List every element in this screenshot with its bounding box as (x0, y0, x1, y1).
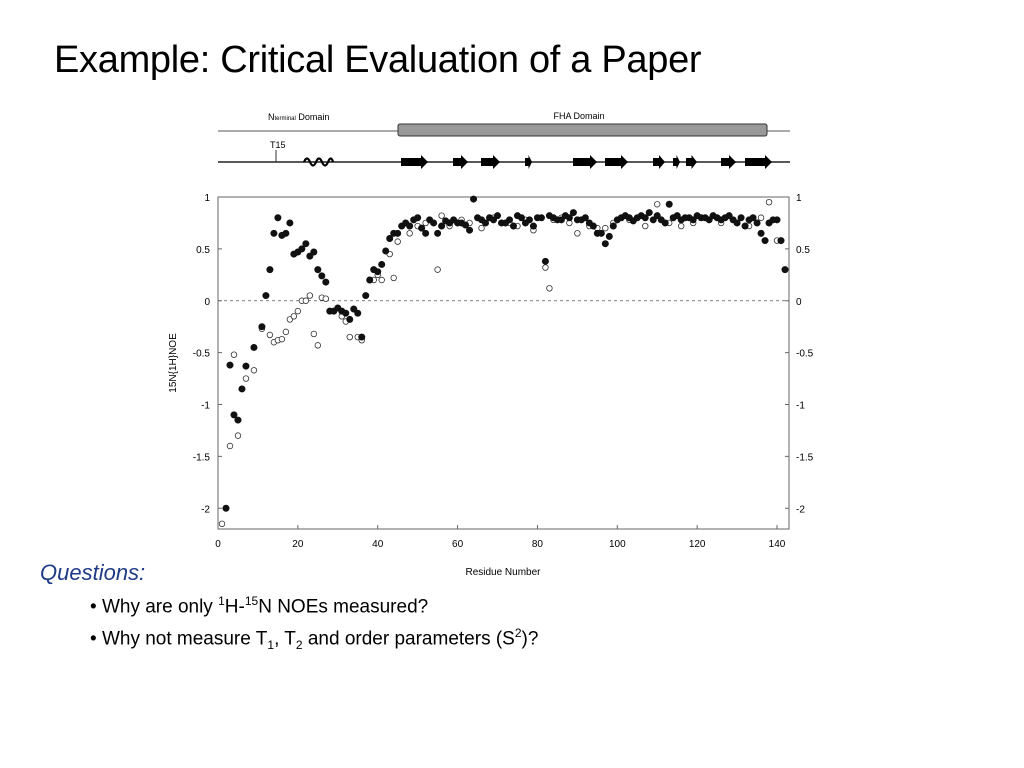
x-tick-label: 20 (292, 539, 304, 550)
open-point (279, 336, 285, 342)
x-tick-label: 40 (372, 539, 384, 550)
y-tick-label-left: 0 (204, 296, 210, 308)
open-point (311, 331, 317, 337)
filled-point (590, 223, 596, 229)
filled-point (434, 230, 440, 236)
beta-strand-arrow-icon (605, 155, 628, 169)
question-2 (90, 626, 538, 652)
y-tick-label-left: -1.5 (192, 452, 210, 464)
open-point (543, 265, 549, 271)
q1-text-a: Why are only (101, 596, 219, 618)
beta-strand-arrow-icon (573, 155, 597, 169)
filled-point (782, 266, 788, 272)
filled-point (738, 215, 744, 221)
filled-point (774, 217, 780, 223)
q2-text-d: )? (521, 628, 539, 650)
x-tick-label: 80 (531, 539, 544, 550)
y-tick-label-left: 1 (204, 193, 210, 204)
filled-point (267, 266, 273, 272)
y-tick-label-right: -1 (796, 400, 805, 412)
open-point (267, 332, 273, 338)
q2-sub-a: 1 (267, 638, 275, 653)
x-tick-label: 120 (688, 539, 706, 550)
filled-point (778, 237, 784, 243)
filled-point (602, 240, 608, 246)
filled-point (530, 223, 536, 229)
filled-point (742, 223, 748, 229)
filled-point (363, 292, 369, 298)
filled-point (506, 217, 512, 223)
x-tick-label: 140 (768, 539, 786, 550)
filled-point (542, 258, 548, 264)
filled-point (375, 269, 381, 275)
domain-bar (218, 111, 790, 169)
filled-point (510, 223, 516, 229)
x-tick-label: 60 (452, 539, 464, 550)
filled-point (347, 316, 353, 322)
filled-point (570, 209, 576, 215)
open-point (291, 314, 297, 320)
open-point (758, 215, 764, 221)
open-point (547, 286, 553, 292)
filled-point (315, 266, 321, 272)
filled-point (646, 209, 652, 215)
open-point (395, 239, 401, 245)
bullet-icon: • (90, 596, 97, 618)
y-tick-label-right: 0 (796, 296, 802, 308)
filled-point (251, 344, 257, 350)
filled-point (754, 220, 760, 226)
filled-point (235, 417, 241, 423)
questions-heading: Questions: (40, 560, 146, 585)
x-tick-label: 0 (215, 539, 221, 550)
open-point (303, 298, 309, 304)
y-tick-label-right: -2 (796, 504, 805, 516)
filled-point (466, 227, 472, 233)
filled-point (323, 279, 329, 285)
filled-point (243, 363, 249, 369)
open-point (654, 201, 660, 207)
y-axis-label: 15N{1H}NOE (168, 333, 179, 393)
filled-point (287, 220, 293, 226)
n-terminal-label: Nterminal Domain (268, 112, 330, 122)
open-point (347, 334, 353, 340)
q1-text-b: H- (224, 596, 245, 618)
beta-strand-arrow-icon (653, 155, 665, 169)
y-tick-label-right: 1 (796, 193, 802, 204)
filled-point (383, 248, 389, 254)
filled-point (367, 277, 373, 283)
open-point (439, 213, 445, 219)
questions-section (40, 560, 538, 652)
open-point (678, 223, 684, 229)
beta-strand-arrow-icon (745, 155, 772, 169)
filled-point (359, 334, 365, 340)
open-point (766, 199, 772, 205)
plot-area (168, 193, 814, 578)
filled-point (303, 240, 309, 246)
y-tick-label-right: 0.5 (796, 244, 810, 256)
q2-text-c: and order parameters (S (302, 628, 515, 650)
y-tick-label-left: -0.5 (192, 348, 210, 360)
filled-point (610, 223, 616, 229)
filled-point (538, 215, 544, 221)
filled-point (422, 230, 428, 236)
slide-title: Example: Critical Evaluation of a Paper (54, 39, 702, 81)
open-point (219, 521, 225, 527)
data-points (219, 196, 788, 527)
t15-label: T15 (270, 140, 286, 150)
filled-point (263, 292, 269, 298)
filled-point (227, 362, 233, 368)
question-1 (90, 594, 538, 618)
q2-text-b: , T (274, 628, 296, 650)
filled-point (758, 230, 764, 236)
fha-domain-label: FHA Domain (553, 111, 605, 121)
filled-point (271, 230, 277, 236)
open-point (307, 293, 313, 299)
filled-point (394, 230, 400, 236)
open-point (435, 267, 441, 273)
q2-sub-b: 2 (295, 638, 303, 653)
filled-point (666, 201, 672, 207)
beta-strand-arrow-icon (453, 155, 468, 169)
y-tick-label-right: -1.5 (796, 452, 814, 464)
open-point (407, 231, 413, 237)
q1-text-c: N NOEs measured? (258, 596, 429, 618)
y-tick-label-left: 0.5 (196, 244, 210, 256)
filled-point (355, 310, 361, 316)
filled-point (343, 310, 349, 316)
open-point (251, 367, 257, 373)
filled-point (414, 215, 420, 221)
open-point (603, 225, 609, 231)
open-point (391, 275, 397, 281)
filled-point (494, 212, 500, 218)
open-point (575, 231, 581, 237)
filled-point (762, 237, 768, 243)
filled-point (319, 273, 325, 279)
open-point (315, 343, 321, 349)
q1-sup-b: 15 (244, 594, 259, 608)
bullet-icon: • (90, 628, 97, 650)
y-tick-label-right: -0.5 (796, 348, 814, 360)
open-point (227, 443, 233, 449)
beta-strand-arrow-icon (481, 155, 500, 169)
beta-strand-arrow-icon (721, 155, 736, 169)
filled-point (662, 220, 668, 226)
open-point (379, 277, 385, 283)
filled-point (598, 230, 604, 236)
open-point (479, 225, 485, 231)
open-point (295, 308, 301, 314)
q2-text-a: Why not measure T (101, 628, 268, 650)
fha-domain-box (398, 124, 767, 136)
q1-sup-a: 1 (218, 594, 225, 608)
filled-point (406, 223, 412, 229)
open-point (235, 433, 241, 439)
filled-point (379, 261, 385, 267)
filled-point (223, 505, 229, 511)
beta-strand-arrow-icon (525, 155, 532, 169)
filled-point (275, 215, 281, 221)
beta-strand-arrow-icon (673, 155, 680, 169)
x-axis-label: Residue Number (465, 567, 541, 578)
filled-point (430, 220, 436, 226)
filled-point (470, 196, 476, 202)
x-tick-label: 100 (608, 539, 626, 550)
beta-strand-arrow-icon (686, 155, 697, 169)
open-point (323, 296, 329, 302)
open-point (231, 352, 237, 358)
y-tick-label-left: -1 (201, 400, 210, 412)
q2-sup: 2 (514, 626, 522, 641)
filled-point (239, 386, 245, 392)
open-point (243, 376, 249, 382)
filled-point (606, 233, 612, 239)
beta-strand-arrow-icon (401, 155, 428, 169)
open-point (283, 329, 289, 335)
open-point (642, 223, 648, 229)
filled-point (259, 323, 265, 329)
filled-point (526, 217, 532, 223)
y-tick-label-left: -2 (201, 504, 210, 516)
filled-point (283, 230, 289, 236)
filled-point (311, 249, 317, 255)
